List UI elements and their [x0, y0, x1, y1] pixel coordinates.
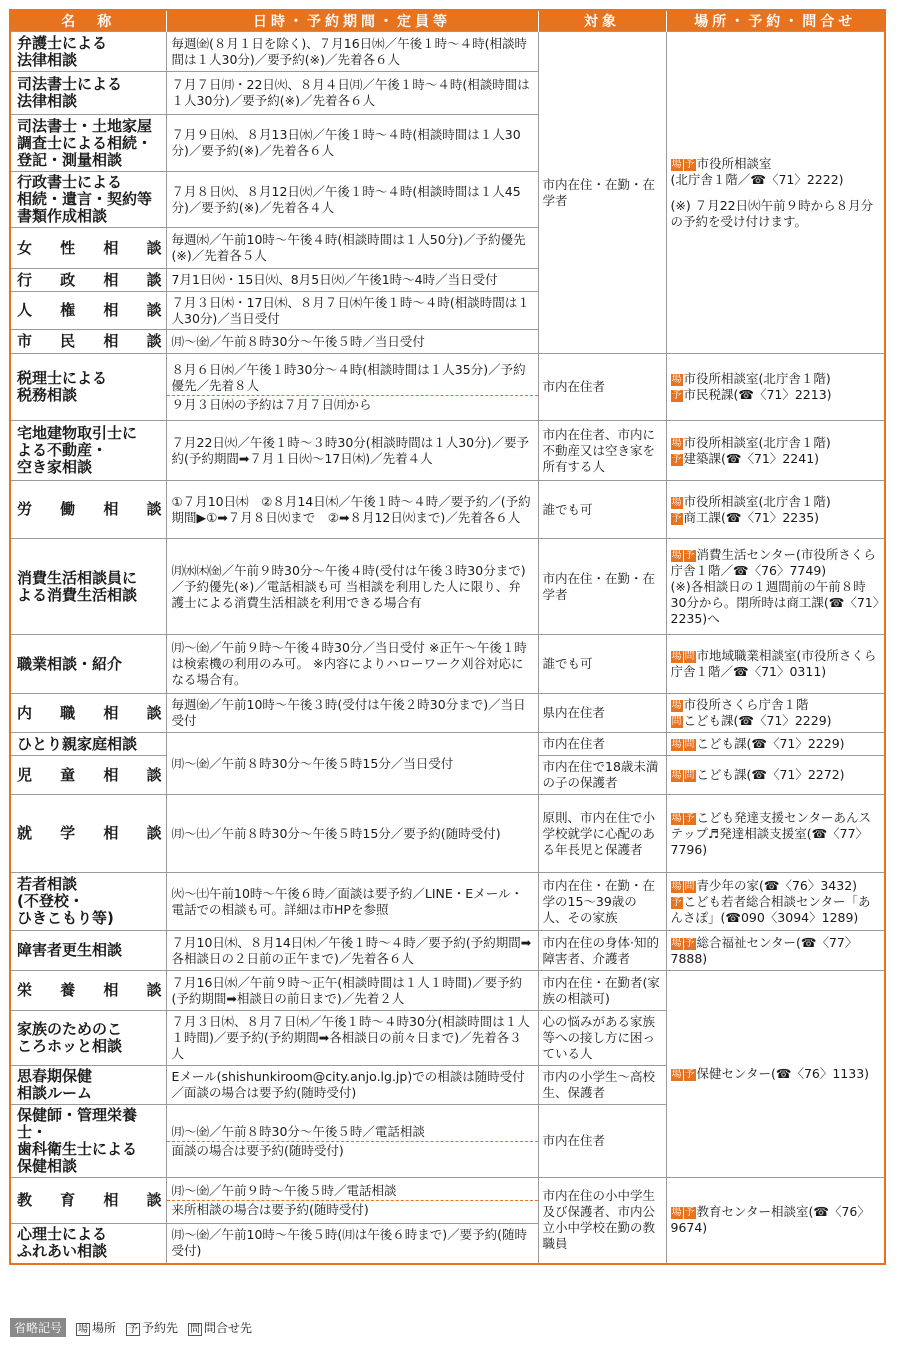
name-line: 相談ルーム	[17, 1084, 93, 1102]
when-text: ７月22日㈫／午後１時〜３時30分(相談時間は１人30分)／要予約(予約期間➡７月１日㈫〜17日㈭)／先着４人	[171, 434, 529, 466]
place-line	[671, 579, 881, 627]
when-text: ㈪〜㈮／午前８時30分〜午後５時／電話相談	[171, 1123, 425, 1139]
legend-ask: 問 問合せ先	[190, 1321, 253, 1335]
consult-when	[166, 292, 538, 330]
consult-target: 市内在住者	[538, 733, 666, 756]
consult-when	[166, 421, 538, 481]
place-text: こども課(☎〈71〉2229)	[683, 713, 832, 728]
place-tag: 場	[671, 158, 682, 170]
consult-target: 市内在住の身体·知的障害者、介護者	[538, 931, 666, 971]
place-text: 市民税課(☎〈71〉2213)	[683, 387, 832, 402]
place-text: 市役所相談室(北庁舎１階)	[683, 371, 831, 386]
place-text: 建築課(☎〈71〉2241)	[683, 450, 820, 466]
consult-name	[10, 733, 166, 756]
reserve-tag: 予	[684, 1207, 695, 1219]
ask-tag: 問	[671, 716, 682, 727]
name-line: (不登校・	[17, 892, 84, 910]
consult-target: 市内在住で18歳未満の子の保護者	[538, 756, 666, 795]
consult-when	[166, 481, 538, 539]
when-text: ７月７日㈪・22日㈫、８月４日㈪／午後１時〜４時(相談時間は１人30分)／要予約(※)／先着各６人	[171, 77, 530, 108]
place-tag: 場	[671, 374, 682, 385]
when-text: ㈪〜㈮／午前８時30分〜午後５時／当日受付	[171, 333, 425, 349]
name-line: ころホッと相談	[17, 1037, 123, 1055]
reserve-tag: 予	[684, 1069, 695, 1080]
name-line: 税理士による	[17, 369, 108, 387]
consult-place	[666, 539, 885, 635]
place-text: 総合福祉センター(☎〈77〉7888)	[670, 934, 858, 966]
consult-name	[10, 172, 166, 228]
consult-target: 市内の小学生〜高校生、保護者	[538, 1066, 666, 1105]
place-tag: 場	[671, 812, 682, 824]
place-line	[671, 894, 881, 926]
place-text: こども発達支援センターあんステップ♬発達相談支援室(☎〈77〉7796)	[670, 809, 872, 857]
consult-place	[666, 873, 885, 931]
name-line: 児 童 相 談	[17, 765, 162, 784]
consult-target: 市内在住の小中学生及び保護者、市内公立小中学校在勤の教職員	[538, 1178, 666, 1264]
when-text: ㈪〜㈮／午前９時〜午後４時30分／当日受付 ※正午〜午後１時は検索機の利用のみ可。 ※内容によりハローワーク刈谷対応になる場合有。	[171, 640, 527, 687]
name-line: 司法書士・土地家屋	[17, 116, 153, 135]
name-line: 税務相談	[17, 386, 78, 404]
place-tag: 場	[671, 1207, 682, 1219]
ask-tag: 問	[684, 880, 695, 892]
name-line: 人 権 相 談	[17, 301, 162, 319]
place-line	[671, 371, 881, 387]
name-line: 栄 養 相 談	[17, 981, 162, 999]
place-tag: 場	[671, 651, 682, 662]
consult-when	[166, 115, 538, 172]
consult-when	[166, 873, 538, 931]
name-line: 保健師・管理栄養士・	[17, 1106, 138, 1141]
consult-target: 心の悩みがある家族等への接し方に困っている人	[538, 1011, 666, 1066]
name-line: 歯科衛生士による	[17, 1140, 138, 1158]
name-line: 空き家相談	[17, 458, 93, 476]
name-line: 心理士による	[17, 1225, 108, 1244]
consult-name	[10, 873, 166, 931]
name-line: ひきこもり等)	[17, 909, 114, 927]
place-text: 商工課(☎〈71〉2235)	[683, 509, 820, 525]
ask-tag: 問	[684, 739, 695, 750]
table-row	[10, 694, 885, 733]
table-row	[10, 971, 885, 1011]
place-text: 市役所相談室(北庁舎１階)	[683, 493, 831, 509]
consult-name	[10, 228, 166, 269]
when-text: ７月９日㈬、８月13日㈬／午後１時〜４時(相談時間は１人30分)／要予約(※)／先着各６人	[171, 127, 521, 158]
consult-name	[10, 795, 166, 873]
consult-target: 市内在住者	[538, 1105, 666, 1178]
consult-when	[166, 228, 538, 269]
consult-when	[166, 330, 538, 354]
consult-place	[666, 795, 885, 873]
consult-name	[10, 115, 166, 172]
place-text: こども若者総合相談センター「あんさぽ」(☎090〈3094〉1289)	[670, 893, 871, 925]
when-text: ７月３日㈭、８月７日㈭／午後１時〜４時30分(相談時間は１人１時間)／要予約(予約期間➡各相談日の前々日まで)／先着各３人	[171, 1014, 530, 1061]
place-tag: 場	[671, 1069, 682, 1080]
name-line: 保健相談	[17, 1157, 78, 1175]
when-text: ㈪㈬㈭㈮／午前９時30分〜午後４時(受付は午後３時30分まで)／予約優先(※)／電話相談も可 当相談を利用した人に限り、弁護士による消費生活相談を利用できる場合有	[171, 562, 526, 610]
consult-name	[10, 421, 166, 481]
table-row	[10, 421, 885, 481]
table-row	[10, 1178, 885, 1224]
table-row	[10, 539, 885, 635]
when-text: ７月16日㈬／午前９時〜正午(相談時間は１人１時間)／要予約(予約期間➡相談日の前日まで)／先着２人	[171, 974, 523, 1006]
when-text: ７月３日㈭・17日㈭、８月７日㈭午後１時〜４時(相談時間は１人30分)／当日受付	[171, 294, 530, 326]
place-tag: 場	[671, 937, 682, 949]
when-text: 毎週㈮／午前10時〜午後３時(受付は午後２時30分まで)／当日受付	[171, 697, 526, 728]
place-line	[671, 697, 881, 713]
name-line: 障害者更生相談	[17, 941, 123, 959]
consult-name	[10, 481, 166, 539]
place-text: 市役所相談室	[696, 155, 772, 171]
place-tag: 場	[671, 496, 682, 508]
consult-place	[666, 354, 885, 421]
reserve-tag: 予	[671, 896, 682, 908]
when-text: 毎週㈮(８月１日を除く)、７月16日㈬／午後１時〜４時(相談時間は１人30分)／要予約(※)／先着各６人	[171, 35, 528, 67]
place-line	[671, 387, 881, 403]
consult-place	[666, 1178, 885, 1264]
place-text: 市役所相談室(北庁舎１階)	[683, 434, 831, 450]
name-line: 教 育 相 談	[17, 1191, 162, 1209]
place-text: 市地域職業相談室(市役所さくら庁舎１階／☎〈71〉0311)	[670, 648, 877, 679]
consult-name	[10, 72, 166, 115]
reserve-tag: 予	[684, 549, 695, 561]
consult-when	[166, 72, 538, 115]
table-row	[10, 354, 885, 421]
consult-name	[10, 1224, 166, 1264]
header-target: 対象	[538, 10, 666, 32]
when-text: ㈫〜㈯午前10時〜午後６時／面談は要予約／LINE・Eメール・電話での相談も可。詳細は市HPを参照	[171, 885, 523, 917]
when-text: ７月10日㈭、８月14日㈭／午後１時〜４時／要予約(予約期間➡各相談日の２日前の正午まで)／先着各６人	[171, 934, 532, 966]
when-text: ㈪〜㈮／午前９時〜午後５時／電話相談	[171, 1183, 397, 1198]
consult-name	[10, 354, 166, 421]
consult-when	[166, 1224, 538, 1264]
legend-reserve: 予 予約先	[128, 1321, 179, 1335]
header-place: 場所・予約・問合せ	[666, 10, 885, 32]
name-line: ふれあい相談	[17, 1242, 108, 1261]
name-line: 調査士による相続・	[17, 133, 153, 152]
consult-place	[666, 756, 885, 795]
consult-when	[166, 795, 538, 873]
consult-name	[10, 1105, 166, 1178]
place-text: 保健センター(☎〈76〉1133)	[696, 1066, 870, 1081]
ask-tag: 問	[684, 770, 695, 781]
table-row	[10, 873, 885, 931]
place-text: 青少年の家(☎〈76〉3432)	[696, 877, 858, 893]
name-line: 書類作成相談	[17, 207, 108, 225]
place-line	[671, 713, 881, 729]
table-row	[10, 32, 885, 72]
consult-when	[166, 635, 538, 694]
when-text: 来所相談の場合は要予約(随時受付)	[167, 1200, 538, 1219]
reserve-tag: 予	[684, 158, 695, 170]
place-note: (※) ７月22日㈫午前９時から８月分の予約を受け付けます。	[670, 197, 874, 229]
consult-target: 誰でも可	[538, 481, 666, 539]
consult-place	[666, 481, 885, 539]
consult-name	[10, 694, 166, 733]
legend	[10, 1318, 252, 1337]
consult-target: 誰でも可	[538, 635, 666, 694]
consult-name	[10, 635, 166, 694]
consult-name	[10, 756, 166, 795]
when-text: ８月６日㈬／午後１時30分〜４時(相談時間は１人35分)／予約優先／先着８人	[171, 361, 526, 393]
reserve-tag: 予	[684, 812, 695, 824]
consult-name	[10, 1011, 166, 1066]
name-line: 家族のためのこ	[17, 1020, 123, 1038]
place-line	[671, 494, 881, 510]
place-tag: 場	[671, 739, 682, 750]
name-line: 登記・測量相談	[17, 150, 123, 169]
consult-name	[10, 971, 166, 1011]
name-line: 宅地建物取引士に	[17, 424, 138, 442]
name-line: 市 民 相 談	[17, 332, 162, 350]
consult-when	[166, 1105, 538, 1178]
consult-target: 県内在住者	[538, 694, 666, 733]
consult-when	[166, 1011, 538, 1066]
consult-when	[166, 32, 538, 72]
when-text: 7月1日㈫・15日㈫、8月5日㈫／午後1時〜4時／当日受付	[171, 272, 498, 287]
place-text: こども課(☎〈71〉2272)	[696, 767, 845, 782]
place-tag: 場	[671, 880, 682, 892]
consult-when	[166, 539, 538, 635]
consult-when	[166, 172, 538, 228]
name-line: 若者相談	[17, 875, 78, 893]
consult-target: 市内在住・在勤・在学の15〜39歳の人、その家族	[538, 873, 666, 931]
consultation-table	[9, 9, 886, 1265]
name-line: 就 学 相 談	[17, 824, 162, 842]
place-tag: 場	[671, 700, 682, 711]
place-line	[671, 451, 881, 467]
name-line: 行政書士による	[17, 173, 123, 191]
consult-name	[10, 1066, 166, 1105]
table-row	[10, 481, 885, 539]
when-text: ㈪〜㈯／午前８時30分〜午後５時15分／要予約(随時受付)	[171, 825, 501, 841]
name-line: 法律相談	[17, 50, 78, 69]
when-text: ①７月10日㈭ ②８月14日㈭／午後１時〜４時／要予約／(予約期間▶①➡７月８日㈫まで ②➡８月12日㈫まで)／先着各６人	[171, 493, 531, 525]
reserve-tag: 予	[671, 390, 682, 401]
header-when: 日時・予約期間・定員等	[166, 10, 538, 32]
consult-when	[166, 971, 538, 1011]
consult-place	[666, 635, 885, 694]
place-text: こども課(☎〈71〉2229)	[696, 736, 845, 751]
when-text: ７月８日㈫、８月12日㈫／午後１時〜４時(相談時間は１人45分)／要予約(※)／先着各４人	[171, 183, 521, 215]
reserve-tag: 予	[671, 512, 682, 524]
consult-target: 市内在住・在勤・在学者	[538, 539, 666, 635]
place-tag: 場	[671, 437, 682, 449]
table-row	[10, 635, 885, 694]
name-line: 思春期保健	[17, 1067, 93, 1085]
consult-when	[166, 269, 538, 292]
place-tag: 場	[671, 549, 682, 561]
name-line: ひとり親家庭相談	[17, 734, 138, 753]
consult-name	[10, 539, 166, 635]
name-line: 行 政 相 談	[17, 270, 162, 289]
place-tag: 場	[671, 770, 682, 781]
consult-when	[166, 931, 538, 971]
consult-name	[10, 292, 166, 330]
when-text: 面談の場合は要予約(随時受付)	[167, 1141, 538, 1160]
place-text: 消費生活センター(市役所さくら庁舎１階／☎〈76〉7749)	[670, 546, 876, 578]
consult-target: 市内在住者	[538, 354, 666, 421]
name-line: 女 性 相 談	[17, 238, 162, 257]
name-line: 労 働 相 談	[17, 500, 162, 518]
consult-when	[166, 1178, 538, 1224]
name-line: 法律相談	[17, 92, 78, 110]
consult-place	[666, 971, 885, 1178]
consult-place	[666, 32, 885, 354]
consult-place	[666, 931, 885, 971]
consult-when	[166, 694, 538, 733]
when-text: ９月３日㈬の予約は７月７日㈪から	[167, 395, 538, 414]
consult-name	[10, 32, 166, 72]
ask-tag: 問	[684, 651, 695, 662]
when-text: ㈪〜㈮／午前10時〜午後５時(㈪は午後６時まで)／要予約(随時受付)	[171, 1227, 528, 1259]
place-line	[671, 510, 881, 526]
reserve-tag: 予	[671, 453, 682, 465]
name-line: 職業相談・紹介	[17, 654, 123, 673]
name-line: よる不動産・	[17, 441, 108, 459]
table-row	[10, 795, 885, 873]
place-line	[671, 156, 881, 172]
when-text: ㈪〜㈮／午前８時30分〜午後５時15分／当日受付	[171, 755, 454, 771]
place-line: (北庁舎１階／☎〈71〉2222)	[670, 171, 844, 187]
name-line: 相続・遺言・契約等	[17, 190, 153, 208]
consult-target: 市内在住・在勤・在学者	[538, 32, 666, 354]
place-line	[671, 547, 881, 579]
when-text: 毎週㈬／午前10時〜午後４時(相談時間は１人50分)／予約優先(※)／先着各５人	[171, 232, 526, 263]
consult-name	[10, 269, 166, 292]
table-header	[10, 10, 885, 32]
place-text: (※)各相談日の１週間前の午前８時30分から。閉所時は商工課(☎〈71〉2235)へ	[670, 578, 880, 626]
consult-name	[10, 1178, 166, 1224]
place-text: 市役所さくら庁舎１階	[683, 697, 809, 712]
consult-name	[10, 931, 166, 971]
consult-when	[166, 733, 538, 795]
place-text: 教育センター相談室(☎〈76〉9674)	[670, 1204, 870, 1236]
legend-head: 省略記号	[10, 1318, 66, 1337]
place-line	[671, 435, 881, 451]
consult-target: 原則、市内在住で小学校就学に心配のある年長児と保護者	[538, 795, 666, 873]
name-line: 消費生活相談員に	[17, 568, 138, 587]
name-line: 司法書士による	[17, 75, 123, 93]
reserve-tag: 予	[684, 937, 695, 949]
when-text: Eメール(shishunkiroom@city.anjo.lg.jp)での相談は随時受付／面談の場合は要予約(随時受付)	[171, 1069, 525, 1100]
consult-place	[666, 694, 885, 733]
consult-name	[10, 330, 166, 354]
table-row	[10, 733, 885, 756]
name-line: よる消費生活相談	[17, 585, 138, 604]
table-row	[10, 931, 885, 971]
name-line: 弁護士による	[17, 33, 108, 52]
consult-target: 市内在住者、市内に不動産又は空き家を所有する人	[538, 421, 666, 481]
header-name: 名 称	[10, 10, 166, 32]
consult-target: 市内在住・在勤者(家族の相談可)	[538, 971, 666, 1011]
consult-when	[166, 1066, 538, 1105]
name-line: 内 職 相 談	[17, 703, 162, 722]
consult-place	[666, 733, 885, 756]
consult-when	[166, 354, 538, 421]
place-line	[671, 878, 881, 894]
legend-place: 場 場所	[78, 1321, 117, 1335]
consult-place	[666, 421, 885, 481]
